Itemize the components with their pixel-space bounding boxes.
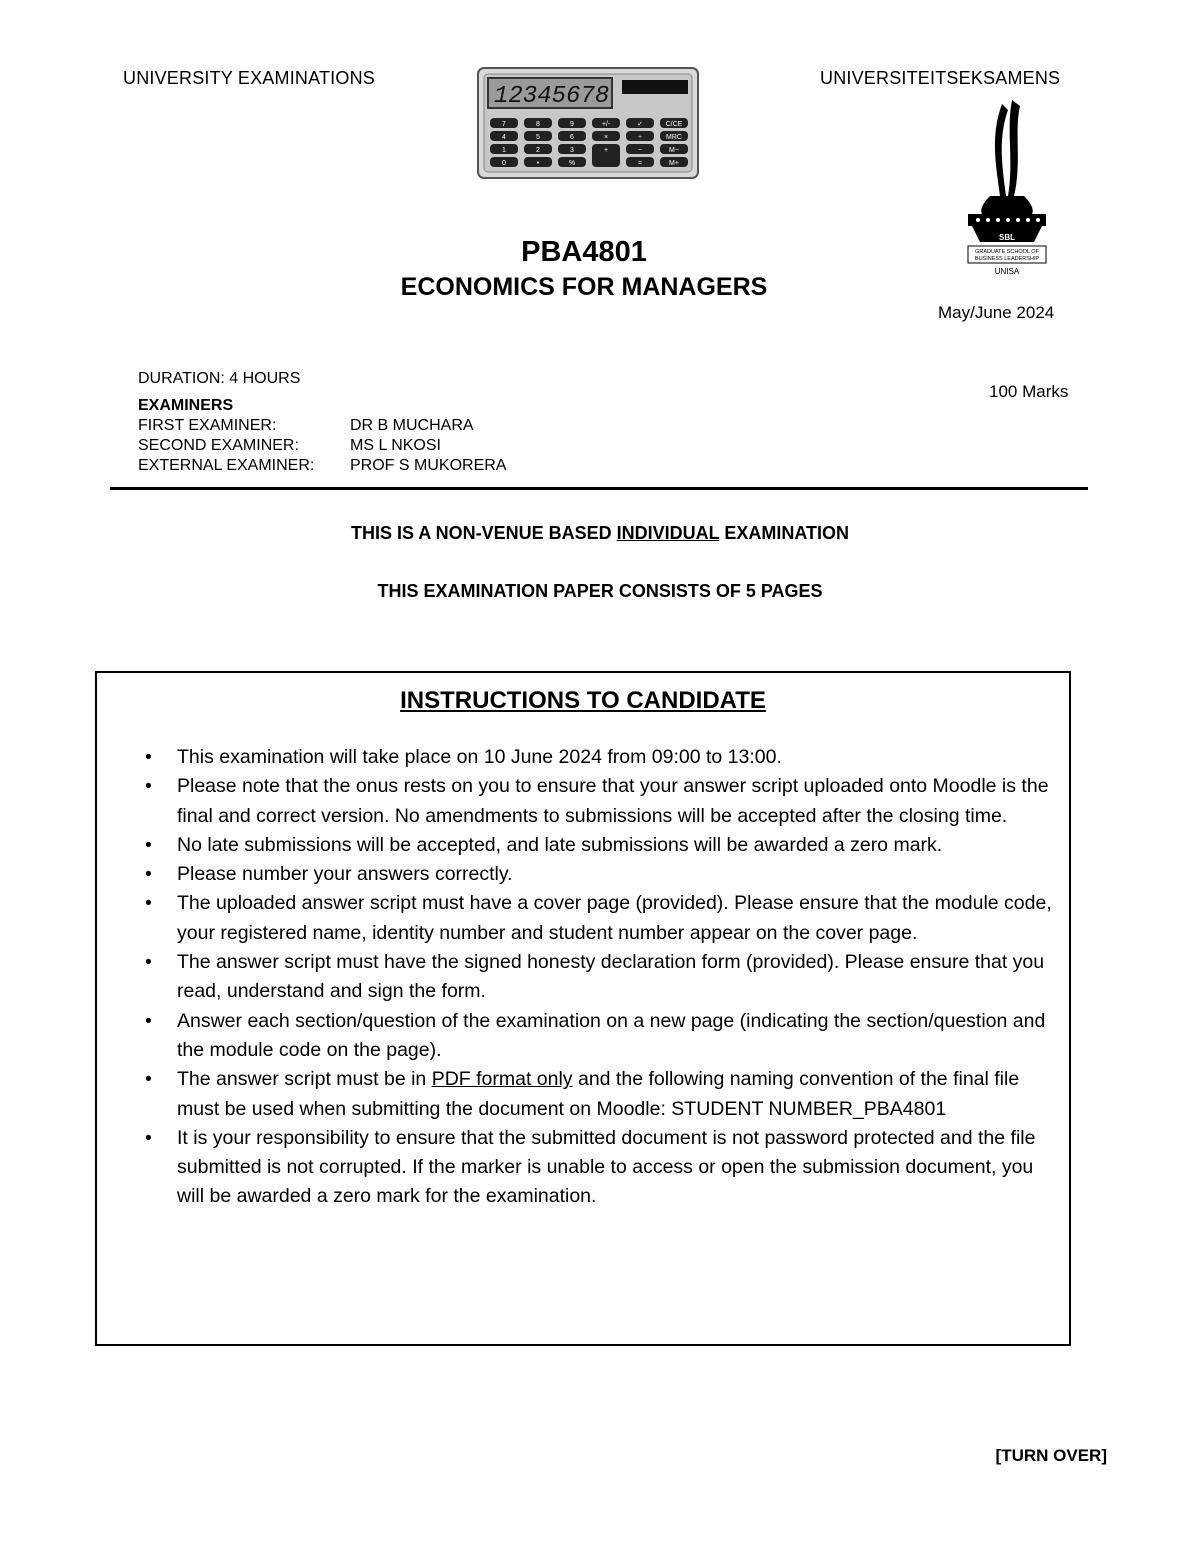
unisa-sbl-logo: [962, 96, 1052, 282]
calculator-key-label: 9: [570, 121, 574, 128]
list-item: • No late submissions will be accepted, and late submissions will be awarded a zero mark.: [145, 833, 943, 856]
calculator-key-label: 8: [536, 121, 540, 128]
examiner-role: EXTERNAL EXAMINER:: [138, 457, 315, 474]
calculator-key-label: 0: [502, 160, 506, 167]
calculator-key-label: 4: [502, 134, 506, 141]
instruction-text: It is your responsibility to ensure that the submitted document is not password protected and the file submitted is not corrupted. If the marker is unable to access or open the submission document, you will be awarded a zero mark for the examination.: [177, 1126, 1036, 1208]
calculator-key-label: 5: [536, 134, 540, 141]
notice-text: EXAMINATION: [719, 523, 850, 543]
list-item: • The answer script must have the signed honesty declaration form (provided). Please ensure that you read, understand and sign the form.: [145, 951, 1045, 1003]
calculator-key-label: %: [568, 160, 576, 167]
course-code: PBA4801: [521, 236, 647, 268]
examiners-heading: EXAMINERS: [138, 397, 234, 414]
list-item: • The uploaded answer script must have a cover page (provided). Please ensure that the module code, your registered name, identity number and student number appear on the cover page.: [145, 892, 1052, 944]
examiner-name: PROF S MUKORERA: [350, 457, 507, 474]
exam-type-notice: [0, 523, 1200, 544]
examiner-role: SECOND EXAMINER:: [138, 437, 299, 454]
calculator-key-label: 7: [502, 121, 506, 128]
list-item: • Please note that the onus rests on you to ensure that your answer script uploaded onto Moodle is the final and correct version. No amendments to submissions will be accepted after the closing time.: [145, 775, 1049, 827]
calculator-key-label: ✓: [637, 121, 643, 128]
instruction-text: Answer each section/question of the examination on a new page (indicating the section/question and the module code on the page).: [177, 1009, 1046, 1061]
page-count-notice: THIS EXAMINATION PAPER CONSISTS OF 5 PAGES: [377, 581, 823, 601]
instruction-text: This examination will take place on 10 June 2024 from 09:00 to 13:00.: [177, 746, 782, 768]
instructions-list: [145, 743, 1062, 1212]
header-right-title: UNIVERSITEITSEKSAMENS: [820, 68, 1061, 88]
calculator-key-label: C/CE: [665, 121, 683, 128]
calculator-key-label: 6: [570, 134, 574, 141]
calculator-key-label: ÷: [638, 134, 642, 141]
list-item: • This examination will take place on 10 June 2024 from 09:00 to 13:00.: [145, 746, 782, 768]
list-item: • The answer script must be in PDF format only and the following naming convention of the final file must be used when submitting the document on Moodle: STUDENT NUMBER_PBA4801: [145, 1068, 1020, 1120]
list-item: • It is your responsibility to ensure that the submitted document is not password protected and the file submitted is not corrupted. If the marker is unable to access or open the submission document, you will be awarded a zero mark for the examination.: [145, 1126, 1036, 1208]
logo-name: UNISA: [994, 267, 1020, 276]
instructions-box: [95, 671, 1071, 1346]
examiner-name: DR B MUCHARA: [350, 417, 474, 434]
calculator-key-label: +: [603, 147, 609, 154]
instruction-text: The uploaded answer script must have a cover page (provided). Please ensure that the module code, your registered name, identity number and student number appear on the cover page.: [177, 892, 1052, 944]
instructions-title: INSTRUCTIONS TO CANDIDATE: [400, 687, 766, 714]
total-marks: 100 Marks: [989, 382, 1069, 401]
calculator-key-label: M+: [669, 160, 679, 167]
instruction-text: The answer script must be in: [177, 1068, 432, 1091]
list-item: • Answer each section/question of the examination on a new page (indicating the section/question and the module code on the page).: [145, 1009, 1046, 1061]
examiner-role: FIRST EXAMINER:: [138, 417, 277, 434]
instruction-text: Please number your answers correctly.: [177, 863, 513, 886]
instruction-text: Please note that the onus rests on you to ensure that your answer script uploaded onto Moodle is the final and correct version. No amendments to submissions will be accepted after the closing time.: [177, 775, 1049, 827]
calculator-key-label: MRC: [666, 134, 682, 141]
instruction-text: The answer script must have the signed honesty declaration form (provided). Please ensure that you read, understand and sign the form.: [177, 951, 1045, 1003]
calculator-key-label: 2: [536, 147, 540, 154]
header-left-title: UNIVERSITY EXAMINATIONS: [123, 68, 375, 88]
calculator-key-label: +/-: [601, 121, 611, 128]
duration: DURATION: 4 HOURS: [138, 370, 301, 387]
exam-session: May/June 2024: [938, 303, 1055, 322]
calculator-icon: [476, 66, 700, 180]
instruction-text: No late submissions will be accepted, and late submissions will be awarded a zero mark.: [177, 833, 943, 856]
turn-over: [TURN OVER]: [995, 1446, 1107, 1465]
logo-line1: GRADUATE SCHOOL OF: [975, 249, 1039, 255]
examiner-name: MS L NKOSI: [350, 437, 441, 454]
notice-underlined: INDIVIDUAL: [616, 523, 720, 543]
logo-abbr: SBL: [999, 233, 1015, 242]
calculator-key-label: •: [536, 160, 540, 167]
calculator-key-label: 1: [502, 147, 506, 154]
calculator-key-label: −: [637, 147, 643, 154]
calculator-key-label: 3: [570, 147, 574, 154]
notice-text: THIS IS A NON-VENUE BASED: [350, 523, 617, 543]
calculator-key-label: M−: [669, 147, 679, 154]
instruction-text: and the following naming convention of the final file must be used when submitting the document on Moodle: STUDENT NUMBER_PBA4801: [177, 1068, 1020, 1120]
course-title: ECONOMICS FOR MANAGERS: [400, 273, 768, 301]
calculator-key-label: ×: [603, 134, 609, 141]
instruction-underlined: PDF format only: [431, 1068, 573, 1091]
calculator-key-label: =: [637, 160, 643, 167]
header-divider: [110, 487, 1088, 490]
calculator-display-text: 12345678: [494, 83, 610, 110]
list-item: • Please number your answers correctly.: [145, 863, 513, 886]
logo-line2: BUSINESS LEADERSHIP: [974, 256, 1040, 262]
